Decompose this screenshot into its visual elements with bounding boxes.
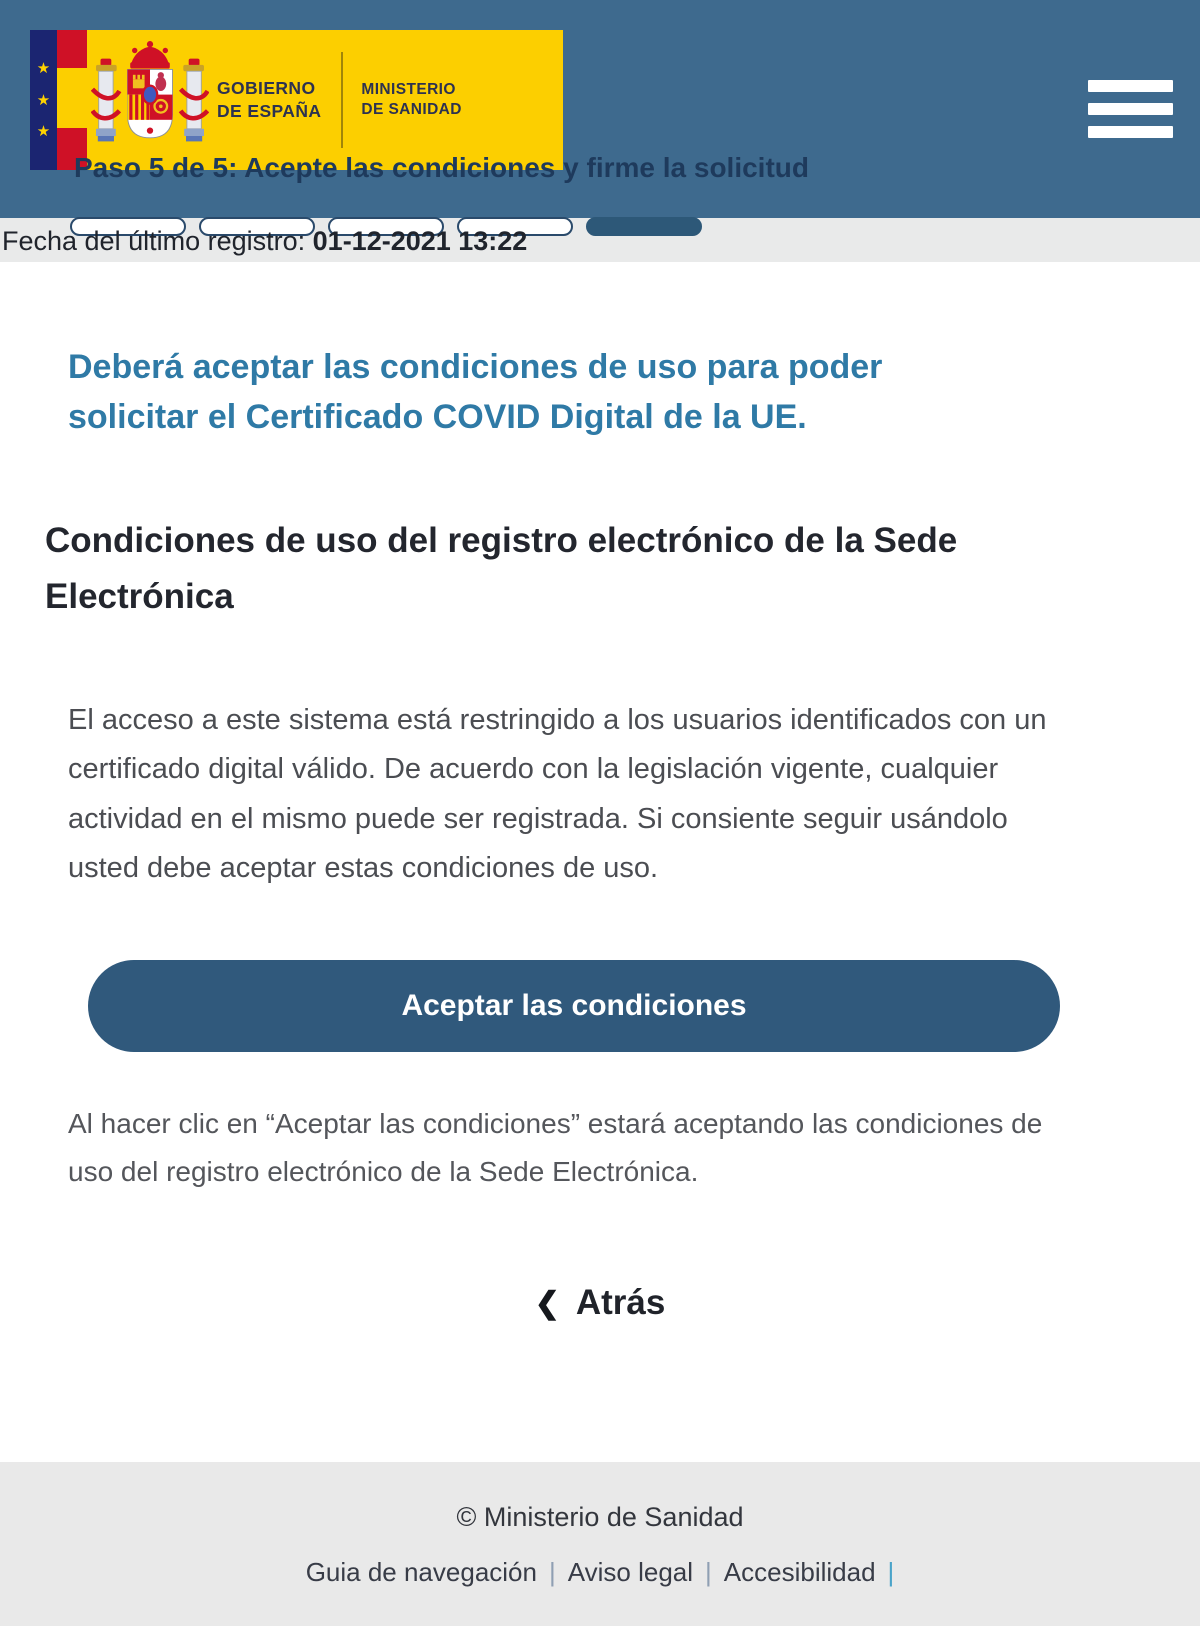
step-pill-5 [586, 217, 702, 236]
eu-flag-strip [30, 30, 57, 170]
hamburger-menu-icon[interactable] [1088, 80, 1173, 138]
link-separator: | [548, 1557, 556, 1587]
accept-conditions-button[interactable]: Aceptar las condiciones [88, 960, 1060, 1052]
section-heading: Condiciones de uso del registro electrónico de la Sede Electrónica [45, 520, 958, 617]
back-link-label: Atrás [575, 1283, 666, 1323]
footer-link-aviso-legal[interactable]: Aviso legal [567, 1557, 694, 1587]
eu-star-icon: ★ [36, 59, 51, 77]
last-registration-label: Fecha del último registro: [2, 226, 306, 256]
back-link[interactable] [535, 1283, 666, 1323]
eu-star-icon: ★ [36, 91, 51, 109]
header [0, 0, 1200, 218]
ministerio-line2: DE SANIDAD [361, 101, 462, 118]
terms-paragraph: El acceso a este sistema está restringido a los usuarios identificados con un certificado digital válido. De acuerdo con la legislación vigente, cualquier actividad en el mismo puede ser registrada. Si consiente seguir usándolo usted debe aceptar estas condiciones de uso. [68, 704, 1047, 884]
coat-of-arms-icon [87, 30, 213, 170]
spanish-flag-strip [57, 30, 87, 170]
gobierno-line1: GOBIERNO [217, 78, 316, 99]
accept-note: Al hacer clic en “Aceptar las condiciones” estará aceptando las condiciones de uso del registro electrónico de la Sede Electrónica. [68, 1108, 1043, 1187]
eu-star-icon: ★ [36, 123, 51, 141]
footer-link-accesibilidad[interactable]: Accesibilidad [723, 1557, 876, 1587]
logo-divider [341, 52, 343, 148]
last-registration-value: 01-12-2021 13:22 [312, 226, 528, 256]
footer [0, 1462, 1200, 1626]
menu-bar [1088, 103, 1173, 115]
ministerio-wordmark [361, 30, 461, 170]
ministerio-line1: MINISTERIO [361, 80, 456, 98]
step-indicator-text: Paso 5 de 5: Acepte las condiciones y firme la solicitud [74, 152, 809, 183]
footer-link-guia-navegacion[interactable]: Guia de navegación [305, 1557, 537, 1587]
link-separator: | [705, 1557, 712, 1587]
chevron-left-icon: ❮ [534, 1286, 560, 1320]
gobierno-wordmark [217, 30, 321, 170]
footer-links [306, 1557, 895, 1588]
last-registration-line [2, 226, 527, 257]
main-content [0, 262, 1200, 1462]
menu-bar [1088, 80, 1173, 92]
menu-bar [1088, 126, 1173, 138]
gobierno-line2: DE ESPAÑA [217, 101, 322, 121]
copyright-text: © Ministerio de Sanidad [456, 1502, 744, 1532]
link-separator-trailing: | [887, 1557, 895, 1587]
gobierno-logo[interactable] [30, 30, 563, 170]
intro-heading: Deberá aceptar las condiciones de uso para poder solicitar el Certificado COVID Digital de la UE. [68, 348, 883, 437]
progress-strip [0, 218, 1200, 262]
